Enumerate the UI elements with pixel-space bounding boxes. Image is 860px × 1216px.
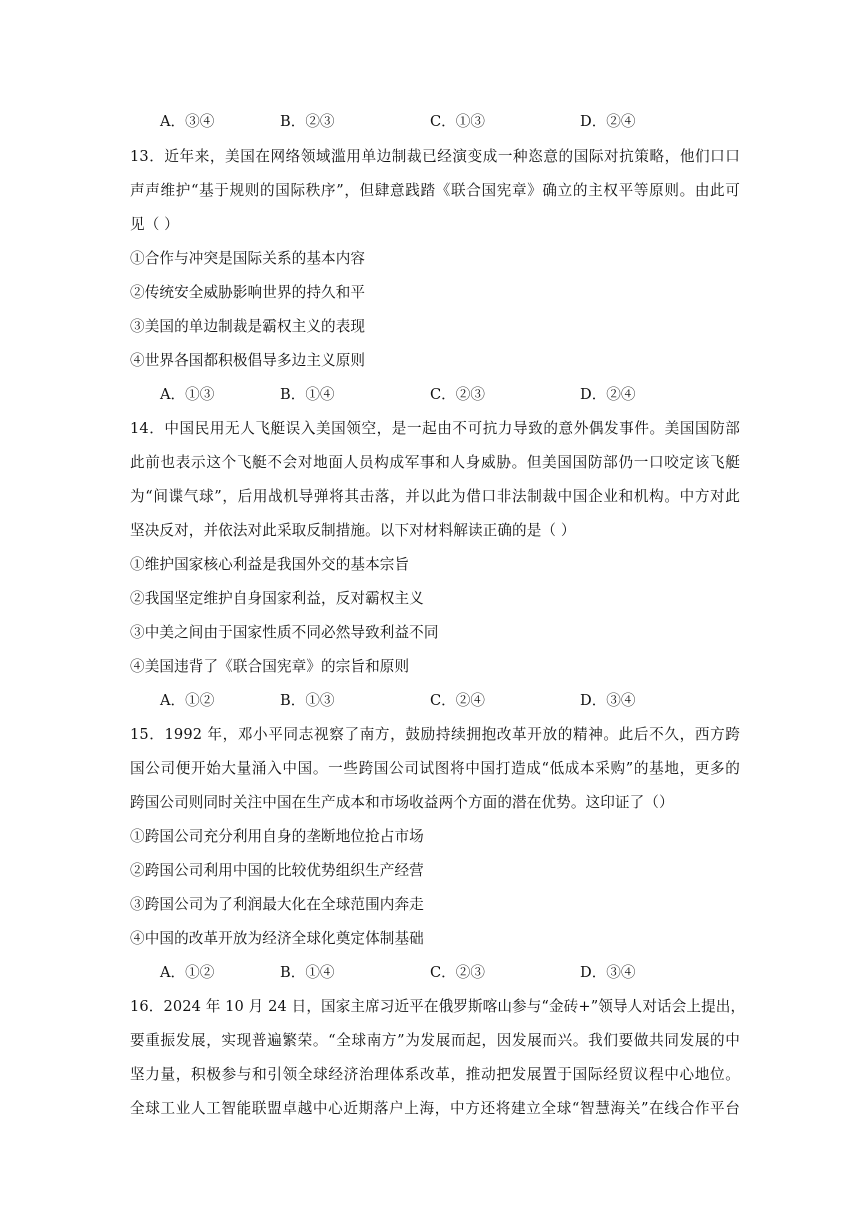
option-a: A．①② — [160, 692, 215, 709]
question-14-line-2: 此前也表示这个飞艇不会对地面人员构成军事和人身威胁。但美国国防部仍一口咬定该飞艇 — [130, 454, 740, 471]
option-c: C．②③ — [430, 964, 485, 981]
question-13-item-2: ②传统安全威胁影响世界的持久和平 — [130, 284, 366, 301]
question-13-line-2: 声声维护“基于规则的国际秩序”，但肆意践踏《联合国宪章》确立的主权平等原则。由此可 — [130, 182, 740, 199]
option-a: A．①② — [160, 964, 215, 981]
answer-options-q13 — [130, 384, 740, 406]
option-d: D．③④ — [580, 964, 636, 981]
option-a: A．③④ — [160, 113, 215, 130]
question-16-line-1: 16．2024 年 10 月 24 日，国家主席习近平在俄罗斯喀山参与“金砖+”领导人对话会上提出， — [130, 998, 746, 1015]
option-a: A．①③ — [160, 386, 215, 403]
question-15-line-2: 国公司便开始大量涌入中国。一些跨国公司试图将中国打造成“低成本采购”的基地，更多的 — [130, 760, 740, 777]
question-14-item-2: ②我国坚定维护自身国家利益，反对霸权主义 — [130, 590, 424, 607]
question-13-item-3: ③美国的单边制裁是霸权主义的表现 — [130, 318, 366, 335]
question-13-item-4: ④世界各国都积极倡导多边主义原则 — [130, 352, 366, 369]
question-15-item-3: ③跨国公司为了利润最大化在全球范围内奔走 — [130, 896, 424, 913]
question-15-line-3: 跨国公司则同时关注中国在生产成本和市场收益两个方面的潜在优势。这印证了（） — [130, 794, 674, 811]
answer-options-q12 — [130, 111, 740, 133]
option-c: C．②③ — [430, 386, 485, 403]
option-d: D．②④ — [580, 113, 636, 130]
option-c: C．①③ — [430, 113, 485, 130]
question-14-item-3: ③中美之间由于国家性质不同必然导致利益不同 — [130, 624, 439, 641]
question-14-line-3: 为“间谍气球”，后用战机导弹将其击落，并以此为借口非法制裁中国企业和机构。中方对此 — [130, 488, 740, 505]
question-15-item-2: ②跨国公司利用中国的比较优势组织生产经营 — [130, 862, 424, 879]
option-b: B．①④ — [280, 964, 335, 981]
question-16-line-4: 全球工业人工智能联盟卓越中心近期落户上海，中方还将建立全球“智慧海关”在线合作平台 — [130, 1100, 740, 1117]
option-b: B．②③ — [280, 113, 335, 130]
answer-options-q15 — [130, 962, 740, 984]
question-15-item-1: ①跨国公司充分利用自身的垄断地位抢占市场 — [130, 828, 424, 845]
question-14-item-1: ①维护国家核心利益是我国外交的基本宗旨 — [130, 556, 410, 573]
question-13-item-1: ①合作与冲突是国际关系的基本内容 — [130, 250, 366, 267]
question-16-line-2: 要重振发展，实现普遍繁荣。“全球南方”为发展而起，因发展而兴。我们要做共同发展的中 — [130, 1032, 740, 1049]
question-14-item-4: ④美国违背了《联合国宪章》的宗旨和原则 — [130, 658, 410, 675]
option-d: D．②④ — [580, 386, 636, 403]
question-13-line-3: 见（ ） — [130, 216, 179, 233]
question-14-line-1: 14．中国民用无人飞艇误入美国领空，是一起由不可抗力导致的意外偶发事件。美国国防部 — [130, 420, 740, 437]
answer-options-q14 — [130, 690, 740, 712]
question-15-line-1: 15．1992 年，邓小平同志视察了南方，鼓励持续拥抱改革开放的精神。此后不久，西方跨 — [130, 726, 740, 743]
question-15-item-4: ④中国的改革开放为经济全球化奠定体制基础 — [130, 930, 424, 947]
option-b: B．①③ — [280, 692, 335, 709]
option-d: D．③④ — [580, 692, 636, 709]
question-13-line-1: 13．近年来，美国在网络领域滥用单边制裁已经演变成一种恣意的国际对抗策略，他们口口 — [130, 148, 740, 165]
option-b: B．①④ — [280, 386, 335, 403]
option-c: C．②④ — [430, 692, 485, 709]
question-16-line-3: 坚力量，积极参与和引领全球经济治理体系改革，推动把发展置于国际经贸议程中心地位。 — [130, 1066, 740, 1083]
question-14-line-4: 坚决反对，并依法对此采取反制措施。以下对材料解读正确的是（ ） — [130, 522, 576, 539]
